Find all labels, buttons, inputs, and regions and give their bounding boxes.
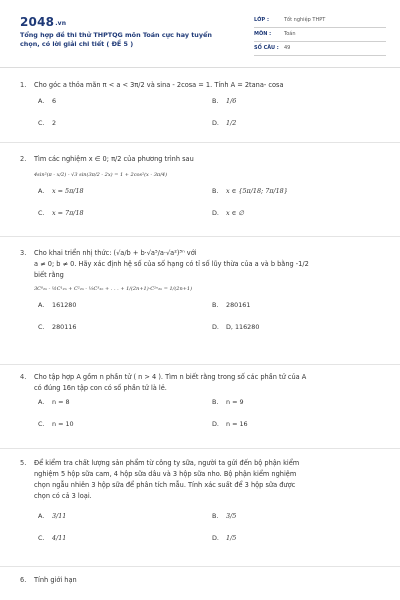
- question-6: [20, 575, 390, 586]
- site-logo[interactable]: 2048.vn: [20, 15, 67, 29]
- question-text-cont: chọn có cả 3 loại.: [34, 492, 92, 500]
- question-5: [20, 458, 390, 546]
- option-a[interactable]: A. 3/11: [38, 512, 67, 520]
- question-number: 4.: [20, 373, 27, 381]
- option-d[interactable]: D. x ∈ ∅: [212, 209, 244, 217]
- option-d[interactable]: D. 1/2: [212, 119, 237, 127]
- option-a[interactable]: A. 161280: [38, 301, 77, 309]
- question-text-cont: nghiệm 5 hộp sữa cam, 4 hộp sữa dâu và 3 hộp sữa nho. Bộ phận kiểm nghiệm: [34, 470, 297, 478]
- question-formula: 3C⁰₂ₙ - ½C¹₂ₙ + C²₂ₙ - ⅓C³₂ₙ + . . . + 1/(2n+1)·C²ⁿ₂ₙ = 1/(2n+1): [34, 286, 193, 292]
- meta-grade: LỚP : Tốt nghiệp THPT: [254, 16, 386, 28]
- question-number: 5.: [20, 459, 27, 467]
- document-header: [0, 0, 400, 68]
- option-b[interactable]: B. 1/6: [212, 97, 237, 105]
- question-text-cont: a ≠ 0; b ≠ 0. Hãy xác định hệ số của số hạng có tỉ số lũy thừa của a và b bằng -1/2: [34, 260, 309, 268]
- question-number: 6.: [20, 576, 27, 584]
- question-divider: [0, 566, 400, 567]
- question-divider: [0, 142, 400, 143]
- question-4: [20, 372, 390, 432]
- option-c[interactable]: C. 280116: [38, 323, 77, 331]
- question-number: 1.: [20, 81, 27, 89]
- question-text: Để kiểm tra chất lượng sản phẩm từ công ty sữa, người ta gửi đến bộ phận kiểm: [34, 459, 300, 467]
- option-d[interactable]: D. 1/5: [212, 534, 237, 542]
- option-d[interactable]: D. D, 116280: [212, 323, 260, 331]
- question-divider: [0, 236, 400, 237]
- question-divider: [0, 364, 400, 365]
- question-text: Tính giới hạn: [34, 576, 77, 584]
- question-2: [20, 154, 390, 221]
- option-c[interactable]: C. 4/11: [38, 534, 67, 542]
- option-b[interactable]: B. 3/5: [212, 512, 237, 520]
- option-d[interactable]: D. n = 16: [212, 420, 248, 428]
- option-b[interactable]: B. x ∈ {5π/18; 7π/18}: [212, 187, 288, 195]
- option-a[interactable]: A. n = 8: [38, 398, 70, 406]
- header-divider: [0, 67, 400, 68]
- question-3: [20, 248, 390, 335]
- option-b[interactable]: B. n = 9: [212, 398, 244, 406]
- question-formula: 4sin²(π - x/2) - √3 sin(3π/2 - 2x) = 1 + 2cos²(x - 3π/4): [34, 172, 168, 178]
- question-number: 2.: [20, 155, 27, 163]
- question-1: [20, 80, 390, 131]
- option-c[interactable]: C. n = 10: [38, 420, 74, 428]
- question-number: 3.: [20, 249, 27, 257]
- option-c[interactable]: C. x = 7π/18: [38, 209, 84, 217]
- document-meta: [254, 16, 386, 58]
- question-text-cont: chọn ngẫu nhiên 3 hộp sữa để phân tích mẫu. Tính xác suất để 3 hộp sữa được: [34, 481, 296, 489]
- option-c[interactable]: C. 2: [38, 119, 57, 127]
- question-divider: [0, 448, 400, 449]
- option-b[interactable]: B. 280161: [212, 301, 251, 309]
- question-text-cont: biết rằng: [34, 271, 64, 279]
- option-a[interactable]: A. 6: [38, 97, 57, 105]
- option-a[interactable]: A. x = 5π/18: [38, 187, 84, 195]
- question-text-cont: có đúng 16n tập con có số phần tử là lẻ.: [34, 384, 167, 392]
- meta-count: SỐ CÂU : 49: [254, 44, 386, 56]
- meta-subject: MÔN : Toán: [254, 30, 386, 42]
- document-title: Tổng hợp đề thi thử THPTQG môn Toán cực hay tuyển chọn, có lời giải chi tiết ( ĐỀ 5 ): [20, 31, 212, 48]
- question-text: Tìm các nghiệm x ∈ 0; π/2 của phương trình sau: [34, 155, 194, 163]
- question-text: Cho góc a thỏa mãn π < a < 3π/2 và sina - 2cosa = 1. Tính A = 2tana- cosa: [34, 81, 284, 89]
- question-text: Cho khai triển nhị thức: (√a/b + b·√a⁵/a·√a²)³ⁿ với: [34, 249, 197, 257]
- question-text: Cho tập hợp A gồm n phần tử ( n > 4 ). Tìm n biết rằng trong số các phần tử của A: [34, 373, 307, 381]
